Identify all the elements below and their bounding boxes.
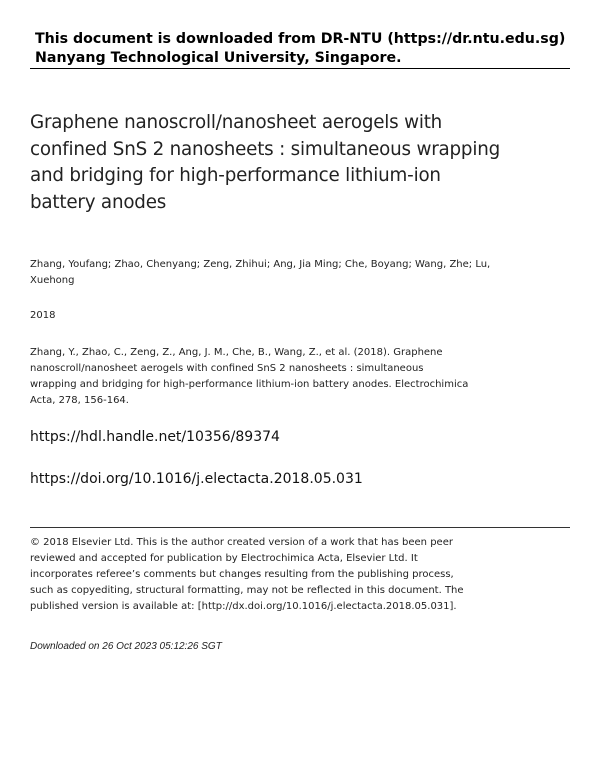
repository-banner	[35, 30, 570, 68]
handle-link[interactable]: https://hdl.handle.net/10356/89374	[30, 429, 280, 445]
banner-source-line: This document is downloaded from DR-NTU (https://dr.ntu.edu.sg)	[35, 31, 566, 47]
banner-institution-line: Nanyang Technological University, Singapore.	[35, 50, 402, 66]
author-list: Zhang, Youfang; Zhao, Chenyang; Zeng, Zhihui; Ang, Jia Ming; Che, Boyang; Wang, Zhe; Lu, Xuehong	[30, 259, 491, 286]
doi-link[interactable]: https://doi.org/10.1016/j.electacta.2018.05.031	[30, 471, 363, 487]
copyright-notice: © 2018 Elsevier Ltd. This is the author created version of a work that has been peer reviewed and accepted for publication by Electrochimica Acta, Elsevier Ltd. It incorporates referee’s comments but changes resulting from the publishing process, such as copyediting, structural formatting, may not be reflected in this document. The published version is available at: [http://dx.doi.org/10.1016/j.electacta.2018.05.031].	[30, 537, 464, 612]
download-timestamp: Downloaded on 26 Oct 2023 05:12:26 SGT	[30, 641, 222, 652]
banner-divider	[30, 68, 570, 69]
citation-text: Zhang, Y., Zhao, C., Zeng, Z., Ang, J. M., Che, B., Wang, Z., et al. (2018). Graphene nanoscroll/nanosheet aerogels with confined SnS 2 nanosheets : simultaneous wrapping and bridging for high-performance lithium-ion battery anodes. Electrochimica Acta, 278, 156-164.	[30, 347, 469, 406]
footer-divider	[30, 527, 570, 528]
publication-year: 2018	[30, 310, 56, 321]
paper-title: Graphene nanoscroll/nanosheet aerogels with confined SnS 2 nanosheets : simultaneous wrapping and bridging for high-performance lithium-ion battery anodes	[30, 112, 501, 213]
